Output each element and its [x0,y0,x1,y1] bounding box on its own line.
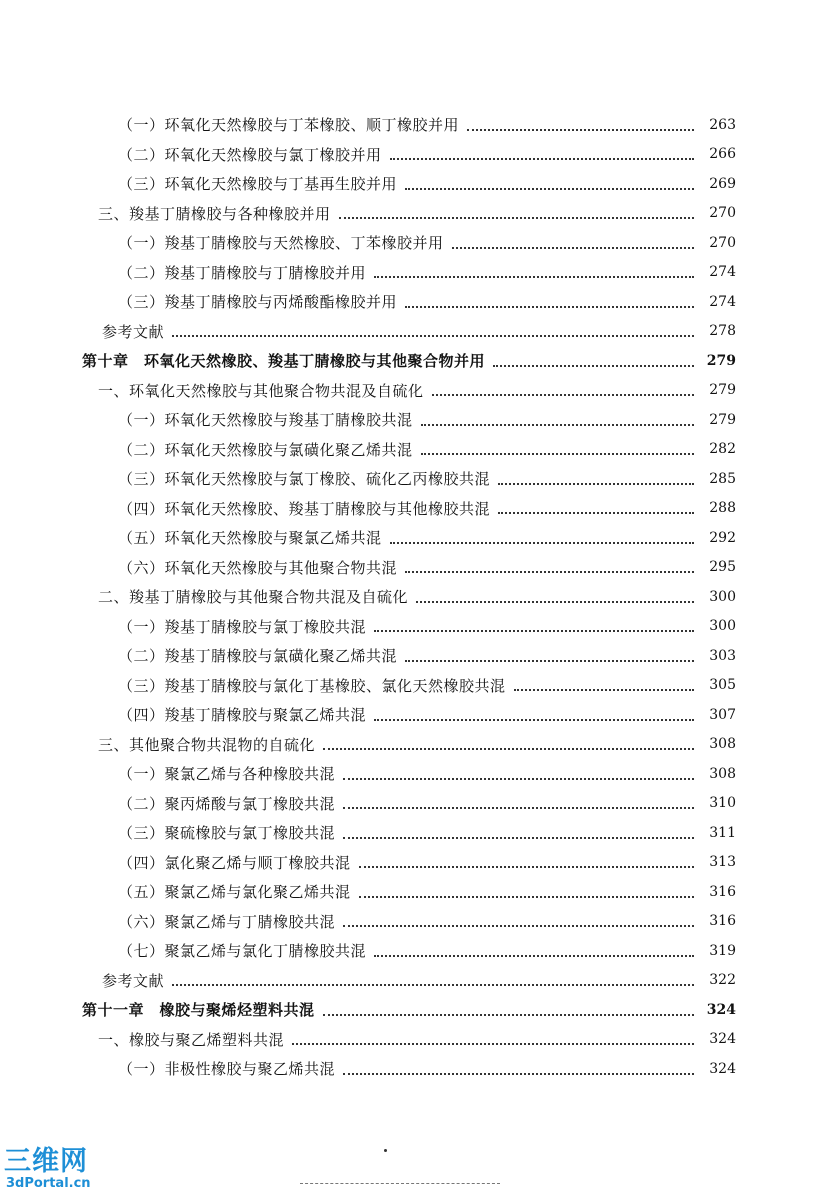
toc-entry-title: （一）非极性橡胶与聚乙烯共混 [118,1060,336,1079]
footer-mark [384,1149,387,1152]
toc-page-number: 308 [709,736,736,753]
dot-leader [323,748,694,750]
toc-entry-chapter [0,346,832,376]
toc-page-number: 263 [709,116,736,133]
toc-entry-title: （三）环氧化天然橡胶与氯丁橡胶、硫化乙丙橡胶共混 [118,470,491,489]
dot-leader [405,306,694,308]
toc-entry-sub [0,523,832,553]
toc-entry-sub [0,258,832,288]
toc-entry-title: （三）聚硫橡胶与氯丁橡胶共混 [118,824,336,843]
toc-page-number: 279 [706,352,736,369]
dot-leader [416,601,694,603]
dot-leader [339,217,694,219]
toc-entry-sub [0,848,832,878]
table-of-contents [0,110,832,1084]
dot-leader [292,1043,694,1045]
toc-entry-sub [0,494,832,524]
toc-entry-title: 三、其他聚合物共混物的自硫化 [98,735,316,754]
toc-entry-sub [0,553,832,583]
toc-entry-sub [0,287,832,317]
dot-leader [323,1014,694,1016]
toc-page-number: 322 [709,972,736,989]
watermark [4,1148,114,1194]
toc-entry-title: （四）环氧化天然橡胶、羧基丁腈橡胶与其他橡胶共混 [118,499,491,518]
toc-entry-sub [0,140,832,170]
toc-page-number: 295 [709,559,736,576]
dot-leader [172,984,694,986]
toc-entry-section [0,582,832,612]
dot-leader [343,837,694,839]
dot-leader [343,807,694,809]
dot-leader [390,542,694,544]
toc-entry-section [0,730,832,760]
toc-entry-title: （五）环氧化天然橡胶与聚氯乙烯共混 [118,529,382,548]
toc-page-number: 311 [709,824,736,841]
toc-entry-chapter [0,995,832,1025]
toc-entry-sub [0,907,832,937]
toc-entry-sub [0,641,832,671]
toc-entry-ref [0,966,832,996]
toc-page-number: 270 [709,234,736,251]
dot-leader [421,453,694,455]
dot-leader [172,335,694,337]
footer-rule [300,1183,500,1184]
toc-page-number: 282 [709,441,736,458]
toc-page-number: 270 [709,205,736,222]
toc-page-number: 313 [709,854,736,871]
toc-page-number: 310 [709,795,736,812]
toc-page-number: 324 [709,1031,736,1048]
toc-entry-title: （三）羧基丁腈橡胶与丙烯酸酯橡胶并用 [118,293,398,312]
toc-entry-sub [0,435,832,465]
toc-page-number: 303 [709,647,736,664]
toc-entry-ref [0,317,832,347]
toc-entry-title: （一）环氧化天然橡胶与丁苯橡胶、顺丁橡胶并用 [118,116,460,135]
toc-entry-sub [0,877,832,907]
dot-leader [421,424,694,426]
watermark-logo: 三维网 [4,1146,88,1177]
toc-entry-title: （七）聚氯乙烯与氯化丁腈橡胶共混 [118,942,367,961]
dot-leader [374,955,694,957]
dot-leader [343,1073,694,1075]
dot-leader [405,188,694,190]
toc-page-number: 307 [709,706,736,723]
toc-page-number: 274 [709,293,736,310]
toc-entry-sub [0,789,832,819]
toc-entry-title: （二）羧基丁腈橡胶与氯磺化聚乙烯共混 [118,647,398,666]
dot-leader [374,630,694,632]
toc-entry-sub [0,1054,832,1084]
toc-entry-sub [0,936,832,966]
toc-page-number: 316 [709,913,736,930]
toc-entry-sub [0,169,832,199]
toc-page-number: 266 [709,146,736,163]
toc-page-number: 300 [709,588,736,605]
toc-entry-title: （二）环氧化天然橡胶与氯丁橡胶并用 [118,145,382,164]
dot-leader [493,365,694,367]
toc-page-number: 308 [709,765,736,782]
toc-page-number: 288 [709,500,736,517]
toc-entry-title: （五）聚氯乙烯与氯化聚乙烯共混 [118,883,351,902]
toc-entry-title: 第十一章 橡胶与聚烯烃塑料共混 [82,1001,315,1020]
toc-page-number: 319 [709,942,736,959]
toc-entry-section [0,376,832,406]
dot-leader [405,571,694,573]
toc-entry-sub [0,818,832,848]
toc-page-number: 279 [709,411,736,428]
toc-entry-title: （六）环氧化天然橡胶与其他聚合物共混 [118,558,398,577]
dot-leader [498,512,694,514]
dot-leader [452,247,694,249]
dot-leader [343,778,694,780]
toc-entry-title: （四）氯化聚乙烯与顺丁橡胶共混 [118,853,351,872]
toc-page-number: 269 [709,175,736,192]
toc-entry-title: 第十章 环氧化天然橡胶、羧基丁腈橡胶与其他聚合物并用 [82,352,486,371]
toc-page-number: 305 [709,677,736,694]
toc-entry-title: 一、环氧化天然橡胶与其他聚合物共混及自硫化 [98,381,424,400]
toc-entry-title: （二）聚丙烯酸与氯丁橡胶共混 [118,794,336,813]
dot-leader [374,719,694,721]
toc-entry-sub [0,612,832,642]
toc-entry-title: （三）环氧化天然橡胶与丁基再生胶并用 [118,175,398,194]
toc-entry-title: （二）羧基丁腈橡胶与丁腈橡胶并用 [118,263,367,282]
toc-entry-section [0,199,832,229]
toc-page-number: 316 [709,883,736,900]
toc-entry-title: 三、羧基丁腈橡胶与各种橡胶并用 [98,204,331,223]
dot-leader [405,660,694,662]
toc-page-number: 292 [709,529,736,546]
dot-leader [467,129,694,131]
toc-entry-title: （一）环氧化天然橡胶与羧基丁腈橡胶共混 [118,411,413,430]
toc-page-number: 274 [709,264,736,281]
toc-entry-sub [0,759,832,789]
toc-page-number: 285 [709,470,736,487]
toc-entry-sub [0,700,832,730]
toc-entry-title: （一）羧基丁腈橡胶与天然橡胶、丁苯橡胶并用 [118,234,444,253]
toc-entry-title: 参考文献 [102,971,165,990]
toc-entry-title: 一、橡胶与聚乙烯塑料共混 [98,1030,285,1049]
toc-page-number: 300 [709,618,736,635]
toc-page-number: 324 [706,1001,736,1018]
toc-entry-title: （一）聚氯乙烯与各种橡胶共混 [118,765,336,784]
toc-entry-title: （四）羧基丁腈橡胶与聚氯乙烯共混 [118,706,367,725]
dot-leader [359,866,694,868]
toc-entry-title: （一）羧基丁腈橡胶与氯丁橡胶共混 [118,617,367,636]
dot-leader [390,158,694,160]
toc-page-number: 278 [709,323,736,340]
dot-leader [514,689,694,691]
toc-page-number: 324 [709,1060,736,1077]
toc-entry-title: 二、羧基丁腈橡胶与其他聚合物共混及自硫化 [98,588,409,607]
toc-entry-section [0,1025,832,1055]
toc-entry-sub [0,671,832,701]
watermark-site: 3dPortal.cn [6,1176,91,1191]
toc-entry-sub [0,464,832,494]
toc-entry-sub [0,110,832,140]
toc-entry-title: （六）聚氯乙烯与丁腈橡胶共混 [118,912,336,931]
dot-leader [343,925,694,927]
toc-entry-title: （二）环氧化天然橡胶与氯磺化聚乙烯共混 [118,440,413,459]
toc-entry-title: 参考文献 [102,322,165,341]
toc-entry-sub [0,228,832,258]
toc-page-number: 279 [709,382,736,399]
dot-leader [374,276,694,278]
dot-leader [498,483,694,485]
toc-entry-title: （三）羧基丁腈橡胶与氯化丁基橡胶、氯化天然橡胶共混 [118,676,506,695]
dot-leader [359,896,694,898]
dot-leader [432,394,694,396]
toc-entry-sub [0,405,832,435]
